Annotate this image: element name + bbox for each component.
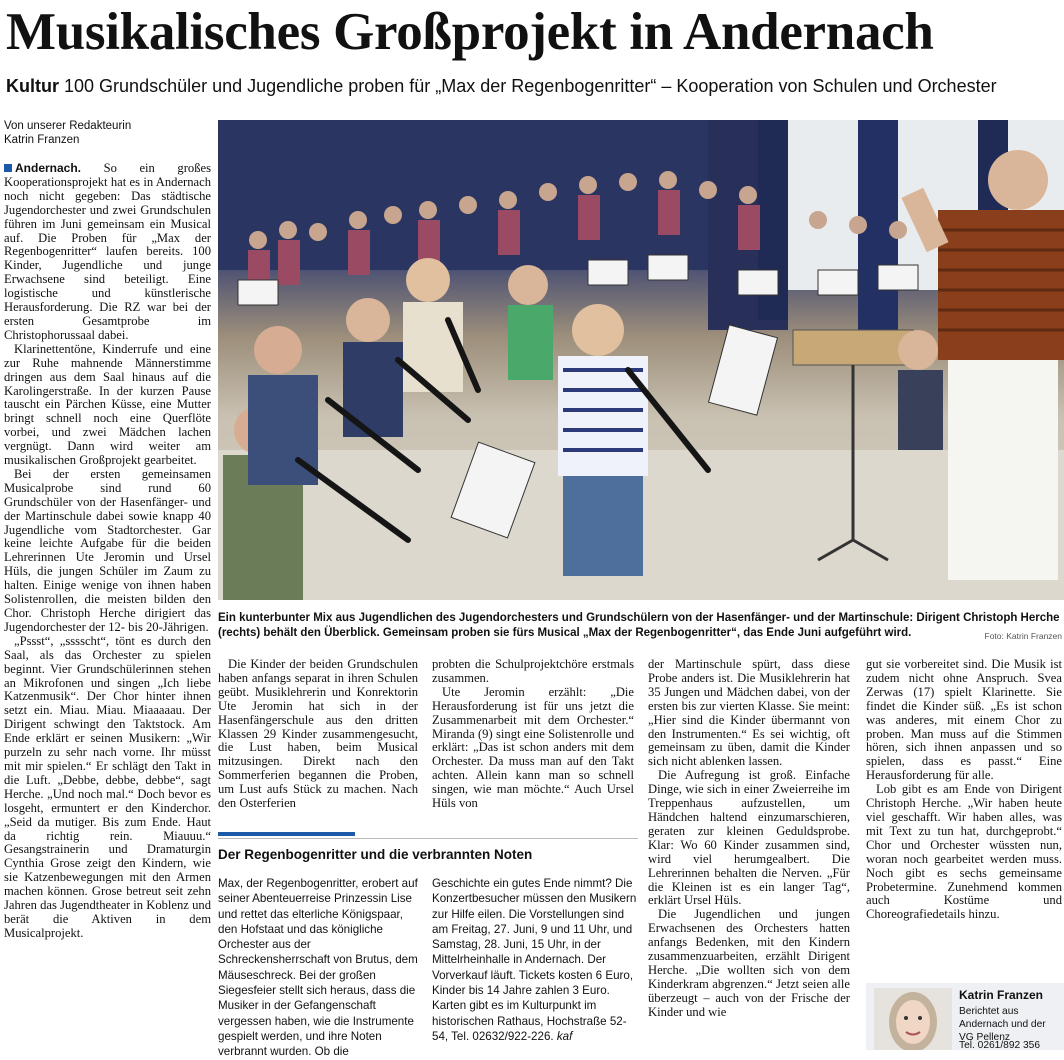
headline: Musikalisches Großprojekt in Andernach xyxy=(6,3,934,61)
author-portrait-image xyxy=(874,988,952,1050)
byline xyxy=(4,119,214,147)
paragraph: Ute Jeromin erzählt: „Die Herausforderung ist für uns jetzt die Zusammenarbeit mit dem Orchester.“ Miranda (9) singt eine Solistenrolle und erklärt: „Das ist schon anders mit dem Orchester. Da muss man auf den Takt achten. Allein kann man so schnell singen, wie man möchte.“ Auch Ursel Hüls von xyxy=(432,684,634,811)
caption-text: Ein kunterbunter Mix aus Jugendlichen des Jugendorchesters und Grundschülern von der Hasenfänger- und der Martinschule: Dirigent Christoph Herche (rechts) behält den Überblick. Gemeinsam proben sie fürs Musical „Max der Regenbogenritter“, das Ende Juni aufgeführt wird. xyxy=(218,612,1060,639)
rehearsal-photo xyxy=(218,120,1064,600)
infobox-accent-rule xyxy=(218,832,355,836)
infobox-text: Max, der Regenbogenritter, erobert auf seiner Abenteuerreise Prinzessin Lise und rettet das elterliche Königspaar, den Hofstaat und das königliche Orchester aus der Schreckensherrschaft von Brutus, dem Mäuseschreck. Bei der großen Siegesfeier stellt sich heraus, dass die Musiker in der Gefangenschaft vergessen haben, wie die Instrumente gespielt werden, und ihre Noten verbrannt wurden. Ob die xyxy=(218,877,418,1059)
article-column-1 xyxy=(4,162,211,941)
author-portrait xyxy=(874,988,952,1050)
article-column-3 xyxy=(432,658,634,811)
article-column-5 xyxy=(866,658,1062,922)
paragraph: Lob gibt es am Ende von Dirigent Christoph Herche. „Wir haben heute viel geschafft. Wir haben alles, was mit Text zu tun hat, durchgeprobt.“ Chor und Orchester wüssten nun, woran noch gearbeitet werden muss. Noch gibt es sechs gemeinsame Probetermine. Zunehmend kommen auch Kostüme und Choreografiedetails hinzu. xyxy=(866,782,1062,922)
infobox-column-2 xyxy=(432,876,637,1044)
infobox-text: Geschichte ein gutes Ende nimmt? Die Konzertbesucher müssen den Musikern zur Hilfe eilen. Die Vorstellungen sind am Freitag, 27. Juni, 9 und 11 Uhr, und Samstag, 28. Juni, 15 Uhr, in der Mittelrheinhalle in Andernach. Der Vorverkauf läuft. Tickets kosten 6 Euro, Kinder bis 14 Jahre zahlen 3 Euro. Karten gibt es im Kulturpunkt im historischen Rathaus, Hochstraße 52-54, Tel. 02632/922-226. xyxy=(432,877,637,1043)
paragraph-text: So ein großes Kooperationsprojekt hat es in Andernach noch nicht gegeben: Das städtische Jugendorchester und zwei Grundschulen führen im Juni gemeinsam ein Musical auf. Die Proben für „Max der Regenbogenritter“ laufen bereits. 100 Kinder, Jugendliche und junge Erwachsene sind beteiligt. Eine logistische und künstlerische Herausforderung. Die RZ war bei der ersten Gesamtprobe im Christophorussaal dabei. xyxy=(4,161,211,342)
infobox-column-1 xyxy=(218,876,421,1060)
infobox-divider xyxy=(218,838,638,839)
paragraph: Bei der ersten gemeinsamen Musicalprobe sind rund 60 Grundschüler von der Hasenfänger- und der Martinschule dabei sowie knapp 40 Jugendliche vom Stadtorchester. Gar keine leichte Aufgabe für die beiden Lehrerinnen Ute Jeromin und Ursel Hüls, die jungen Schüler im Zaum zu halten. Einige wenige von ihnen haben Solistenrollen, die meisten bilden den Chor. Christoph Herche dirigiert das Jugendorchester der 12- bis 20-Jährigen. xyxy=(4,466,211,634)
author-name: Katrin Franzen xyxy=(959,988,1044,1002)
subheadline-text: 100 Grundschüler und Jugendliche proben für „Max der Regenbogenritter“ – Kooperation von Schulen und Orchester xyxy=(64,76,997,96)
author-phone: Tel. 0261/892 356 xyxy=(959,1040,1041,1051)
byline-author: Katrin Franzen xyxy=(4,134,80,146)
paragraph: Die Aufregung ist groß. Einfache Dinge, wie sich in einer Zweierreihe im Treppenhaus aufzustellen, um Händchen haltend einzumarschieren, geraten zur kleinen Geduldsprobe. Klar: Wo 60 Kinder zusammen sind, wird viel herumgealbert. Die Lehrerinnen behalten die Nerven. „Für die Kleinen ist es ein langer Tag“, erklärt Ursel Hüls. xyxy=(648,768,850,908)
paragraph: „Pssst“, „sssscht“, tönt es durch den Saal, als das Orchester zu spielen beginnt. Vier Grundschülerinnen stehen an Mikrofonen und singen „Ich liebe Katzenmusik“. Der Chor hinter ihnen setzt ein. Miau. Miau. Miaaaaau. Der Dirigent schwingt den Taktstock. Am Ende erklärt er seinen Musikern: „Wir purzeln zu sehr nach vorne. Ihr müsst mit mir spielen.“ Er schlägt den Takt in die Luft. „Debbe, debbe, debbe“, sagt Herche. „Und noch mal.“ Doch bevor es losgeht, ermuntert er den Kinderchor. „Seid da mutiger. Bis zum Ende. Haut da richtig rein. Miauuu.“ Gesangstrainerin und Dramaturgin Cynthia Grose zeigt den Kindern, wie sie Katzenbewegungen mit den Armen machen können. Grose betreut seit zehn Jahren das Jugendtheater in Koblenz und berät die Aktiven in dem Musicalprojekt. xyxy=(4,633,211,940)
paragraph xyxy=(4,162,211,343)
section-label: Kultur xyxy=(6,76,59,96)
dateline: Andernach. xyxy=(15,161,82,175)
subheadline xyxy=(6,74,997,98)
byline-line-1: Von unserer Redakteurin xyxy=(4,120,132,132)
paragraph: Klarinettentöne, Kinderrufe und eine zur Ruhe mahnende Männerstimme dringen aus dem Saal hinaus auf die Karolingerstraße. In der kurzen Pause tauscht ein Pärchen Küsse, eine Mutter bringt schnell noch eine Querflöte vorbei, und zwei Mädchen lachen vergnügt. Dann wird weiter am musikalischen Großprojekt gearbeitet. xyxy=(4,341,211,468)
lead-marker xyxy=(4,164,12,172)
photo-caption xyxy=(218,611,1064,641)
paragraph: Die Kinder der beiden Grundschulen haben anfangs separat in ihren Schulen geübt. Musiklehrerin und Konrektorin Ute Jeromin hat sich in der Hasenfängerschule aus den dritten Klassen 29 Kinder zusammengesucht, die Lust haben, beim Musical mitzusingen. Direkt nach den Sommerferien begannen die Proben, um Lust aufs Stück zu machen. Nach den Osterferien xyxy=(218,657,418,811)
article-column-2 xyxy=(218,658,418,811)
paragraph: Die Jugendlichen und jungen Erwachsenen des Orchesters hatten anfangs Bedenken, mit den Kindern zusammenzuarbeiten, erzählt Dirigent Herche. „Die wollten sich von dem Kinderkram abgrenzen.“ Jetzt seien alle überzeugt – auch von der Frische der Kinder und wie xyxy=(648,907,850,1019)
paragraph: probten die Schulprojektchöre erstmals zusammen. xyxy=(432,657,634,685)
paragraph: der Martinschule spürt, dass diese Probe anders ist. Die Musiklehrerin hat 35 Jungen und Mädchen dabei, von der ersten bis zur vierten Klasse. Sie meint: „Hier sind die Kinder übermannt von den Instrumenten.“ Es sei wichtig, oft gemeinsam zu üben, damit die Kinder sich nicht ablenken lassen. xyxy=(648,657,850,769)
author-initials: kaf xyxy=(556,1029,573,1043)
article-column-4 xyxy=(648,658,850,1020)
paragraph: gut sie vorbereitet sind. Die Musik ist zudem nicht ohne Anspruch. Svea Zerwas (17) spielt Klarinette. Sie findet die Kinder süß. „Es ist schon was anderes, mit einem Chor zu proben. Man muss auf die Stimmen hören, sich ihnen anpassen und so spielen, dass es passt.“ Eine Herausforderung für alle. xyxy=(866,657,1062,783)
photo-credit: Foto: Katrin Franzen xyxy=(984,631,1062,641)
author-description: Berichtet aus Andernach und der VG Pellenz xyxy=(959,1006,1046,1043)
infobox-heading: Der Regenbogenritter und die verbrannten Noten xyxy=(218,847,533,862)
rehearsal-photo-illustration xyxy=(218,120,1064,600)
